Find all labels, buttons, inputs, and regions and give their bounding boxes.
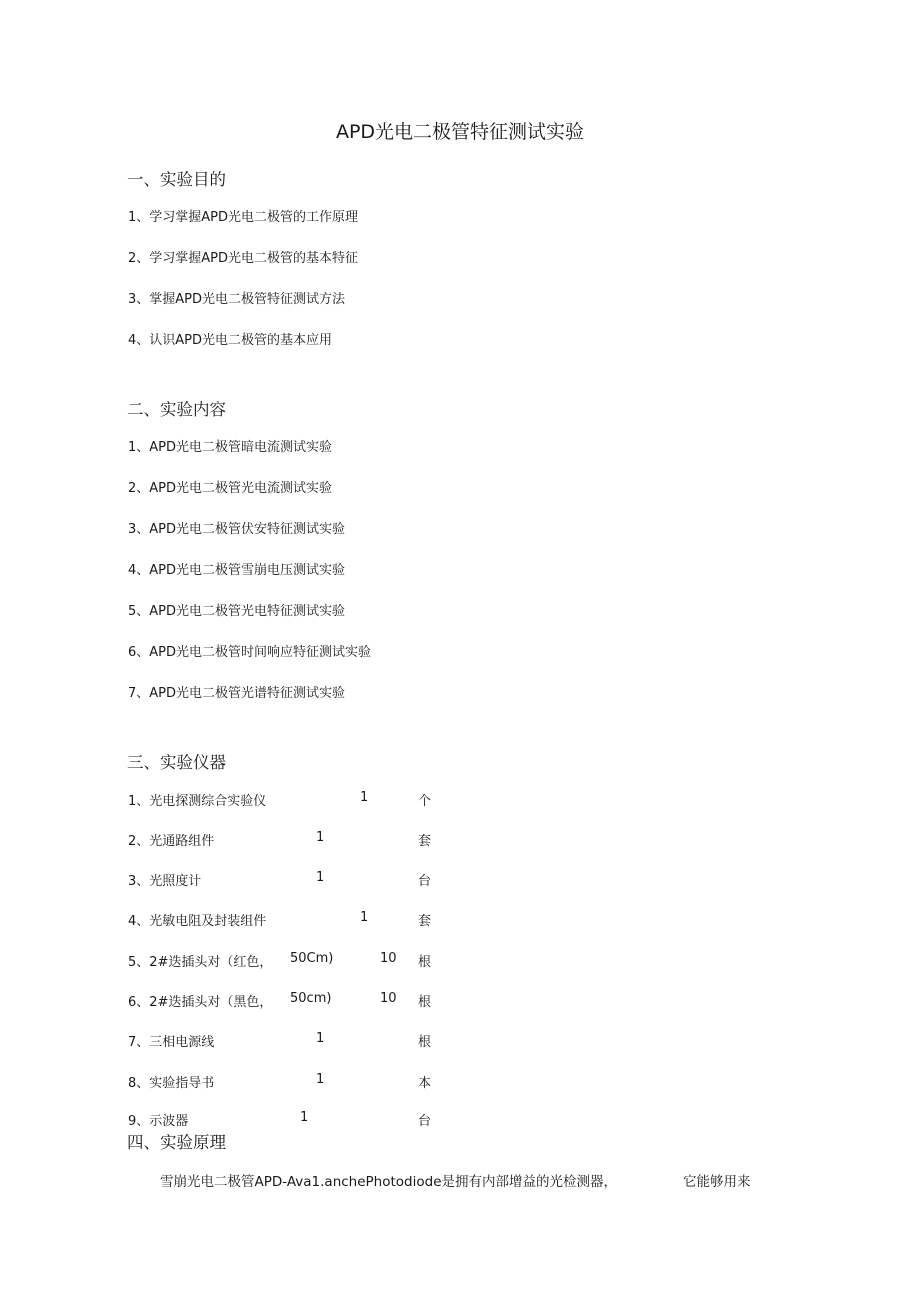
equipment-extra: 50Cm) (290, 951, 334, 966)
section-heading-objective: 一、实验目的 (127, 170, 226, 189)
equipment-name: 3、光照度计 (128, 874, 202, 889)
equipment-unit: 根 (418, 955, 432, 970)
equipment-qty: 1 (316, 1072, 325, 1087)
equipment-qty: 1 (316, 830, 325, 845)
section-heading-equipment: 三、实验仪器 (127, 753, 226, 772)
list-item: 4、APD光电二极管雪崩电压测试实验 (128, 563, 346, 578)
list-item: 6、APD光电二极管时间响应特征测试实验 (128, 645, 372, 660)
section-heading-content: 二、实验内容 (127, 400, 226, 419)
list-item: 4、认识APD光电二极管的基本应用 (128, 333, 333, 348)
equipment-unit: 本 (418, 1076, 432, 1091)
list-item: 3、APD光电二极管伏安特征测试实验 (128, 522, 346, 537)
list-item: 3、掌握APD光电二极管特征测试方法 (128, 292, 346, 307)
equipment-name: 5、2#迭插头对（红色， (128, 955, 273, 970)
equipment-name: 9、示波器 (128, 1114, 189, 1129)
equipment-unit: 套 (418, 914, 432, 929)
section-heading-principle: 四、实验原理 (127, 1133, 226, 1152)
equipment-name: 6、2#迭插头对（黑色， (128, 995, 273, 1010)
equipment-qty: 1 (360, 790, 369, 805)
equipment-qty: 10 (380, 991, 397, 1006)
page-title: APD光电二极管特征测试实验 (335, 121, 585, 143)
equipment-qty: 1 (360, 910, 369, 925)
equipment-extra: 50cm) (290, 991, 332, 1006)
list-item: 2、APD光电二极管光电流测试实验 (128, 481, 333, 496)
equipment-name: 8、实验指导书 (128, 1076, 215, 1091)
principle-paragraph: 雪崩光电二极管APD-Ava1.anchePhotodiode是拥有内部增益的光检测器， (160, 1174, 618, 1190)
equipment-qty: 1 (300, 1110, 309, 1125)
equipment-name: 1、光电探测综合实验仪 (128, 794, 267, 809)
list-item: 2、学习掌握APD光电二极管的基本特征 (128, 251, 359, 266)
equipment-unit: 台 (418, 874, 432, 889)
equipment-name: 7、三相电源线 (128, 1035, 215, 1050)
list-item: 7、APD光电二极管光谱特征测试实验 (128, 686, 346, 701)
equipment-name: 2、光通路组件 (128, 834, 215, 849)
principle-paragraph-tail: 它能够用来 (683, 1174, 751, 1190)
equipment-unit: 台 (418, 1114, 432, 1129)
list-item: 1、APD光电二极管暗电流测试实验 (128, 440, 333, 455)
equipment-unit: 根 (418, 1035, 432, 1050)
equipment-name: 4、光敏电阻及封装组件 (128, 914, 267, 929)
equipment-unit: 个 (418, 794, 432, 809)
list-item: 5、APD光电二极管光电特征测试实验 (128, 604, 346, 619)
equipment-qty: 1 (316, 1031, 325, 1046)
equipment-qty: 10 (380, 951, 397, 966)
equipment-unit: 根 (418, 995, 432, 1010)
equipment-unit: 套 (418, 834, 432, 849)
list-item: 1、学习掌握APD光电二极管的工作原理 (128, 210, 359, 225)
equipment-qty: 1 (316, 870, 325, 885)
